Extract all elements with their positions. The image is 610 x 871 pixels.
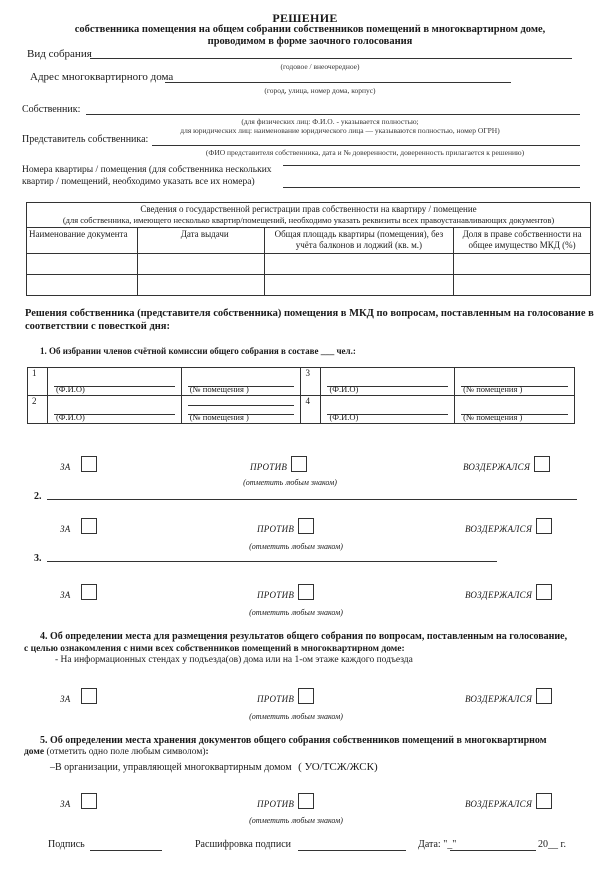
- q1-vote-abstain: ВОЗДЕРЖАЛСЯ: [463, 456, 550, 475]
- table-cell[interactable]: [27, 254, 138, 275]
- question-4-line-1: 4. Об определении места для размещения результатов общего собрания по вопросам, поставленным на голосование,: [40, 631, 568, 642]
- question-1-text: 1. Об избрании членов счётной комиссии общего собрания в составе ___ чел.:: [40, 346, 356, 356]
- table-cell[interactable]: [137, 275, 264, 296]
- q5-vote-abstain: ВОЗДЕРЖАЛСЯ: [465, 793, 552, 812]
- q1-vote-note: (отметить любым знаком): [243, 478, 337, 487]
- address-input[interactable]: [165, 82, 511, 83]
- signature-transcript-label: Расшифровка подписи: [195, 839, 291, 850]
- q2-against-checkbox[interactable]: [298, 518, 314, 534]
- member-name-cell[interactable]: (Ф.И.О): [47, 368, 181, 396]
- q2-abstain-checkbox[interactable]: [536, 518, 552, 534]
- signature-label: Подпись: [48, 839, 85, 850]
- commission-table: [27, 367, 575, 424]
- owner-label: Собственник:: [22, 104, 81, 115]
- registration-table: [26, 202, 591, 296]
- apartment-numbers-label: [22, 164, 272, 188]
- q5-vote-for: ЗА: [60, 793, 97, 812]
- question-5-line-2: доме (отметить одно поле любым символом):: [24, 747, 209, 757]
- q1-for-checkbox[interactable]: [81, 456, 97, 472]
- column-header-issue-date: Дата выдачи: [137, 228, 264, 254]
- registration-table-caption: Сведения о государственной регистрации прав собственности на квартиру / помещение (для собственника, имеющего несколько квартир/помещений, необходимо указать реквизиты всех правоустанавливающих документов): [27, 203, 591, 228]
- q3-vote-note: (отметить любым знаком): [249, 608, 343, 617]
- member-name-cell[interactable]: (Ф.И.О): [321, 368, 455, 396]
- question-3-input[interactable]: [47, 561, 497, 562]
- member-number: 1: [28, 368, 48, 396]
- date-input[interactable]: [450, 850, 536, 851]
- member-number: 3: [301, 368, 321, 396]
- owner-hint-line-2: для юридических лиц: наименование юридического лица — указываются полностью, номер ОГРН): [180, 126, 500, 135]
- q5-vote-note: (отметить любым знаком): [249, 816, 343, 825]
- column-header-document-name: Наименование документа: [27, 228, 138, 254]
- q3-against-checkbox[interactable]: [298, 584, 314, 600]
- q5-vote-against: ПРОТИВ: [257, 793, 314, 812]
- apartment-numbers-input-1[interactable]: [283, 165, 580, 166]
- table-cell[interactable]: [454, 275, 591, 296]
- question-3-number: 3.: [34, 553, 42, 564]
- signature-transcript-input[interactable]: [298, 850, 406, 851]
- q2-vote-note: (отметить любым знаком): [249, 542, 343, 551]
- q3-vote-abstain: ВОЗДЕРЖАЛСЯ: [465, 584, 552, 603]
- column-header-share: Доля в праве собственности на общее имущество МКД (%): [454, 228, 591, 254]
- table-row: [27, 254, 591, 275]
- signature-input[interactable]: [90, 850, 162, 851]
- table-row: [27, 275, 591, 296]
- q5-for-checkbox[interactable]: [81, 793, 97, 809]
- year-label: 20__ г.: [538, 839, 566, 850]
- q3-abstain-checkbox[interactable]: [536, 584, 552, 600]
- member-name-cell[interactable]: (Ф.И.О): [321, 396, 455, 424]
- q1-against-checkbox[interactable]: [291, 456, 307, 472]
- table-cell[interactable]: [454, 254, 591, 275]
- owner-input[interactable]: [86, 114, 580, 115]
- question-5-line-1: 5. Об определении места хранения документов общего собрания собственников помещений в многоквартирном: [40, 735, 547, 746]
- member-number: 2: [28, 396, 48, 424]
- q3-for-checkbox[interactable]: [81, 584, 97, 600]
- member-room-cell[interactable]: (№ помещения ): [181, 396, 301, 424]
- q1-vote-against: ПРОТИВ: [250, 456, 307, 475]
- address-label: Адрес многоквартирного дома: [30, 71, 174, 83]
- representative-input[interactable]: [152, 145, 580, 146]
- member-room-cell[interactable]: (№ помещения ): [455, 368, 575, 396]
- question-5-option: –В организации, управляющей многоквартирным домом ( УО/ТСЖ/ЖСК): [50, 761, 378, 773]
- apartment-numbers-label-line-2: квартир / помещений, необходимо указать все их номера): [22, 177, 255, 187]
- table-cell[interactable]: [27, 275, 138, 296]
- q5-abstain-checkbox[interactable]: [536, 793, 552, 809]
- subtitle-line-1: собственника помещения на общем собрании собственников помещений в многоквартирном доме,: [74, 24, 546, 35]
- q4-vote-for: ЗА: [60, 688, 97, 707]
- apartment-numbers-input-2[interactable]: [283, 187, 580, 188]
- table-cell[interactable]: [137, 254, 264, 275]
- q4-for-checkbox[interactable]: [81, 688, 97, 704]
- q1-abstain-checkbox[interactable]: [534, 456, 550, 472]
- apartment-numbers-label-line-1: Номера квартиры / помещения (для собственника нескольких: [22, 165, 272, 175]
- representative-hint: (ФИО представителя собственника, дата и № доверенности, доверенность прилагается к решению): [205, 148, 525, 157]
- question-4-line-2: с целью ознакомления с ними всех собственников помещений в многоквартирном доме:: [24, 644, 405, 654]
- document-subtitle: [60, 24, 560, 48]
- question-2-input[interactable]: [47, 499, 577, 500]
- table-cell[interactable]: [264, 254, 454, 275]
- q2-vote-abstain: ВОЗДЕРЖАЛСЯ: [465, 518, 552, 537]
- meeting-type-hint: (годовое / внеочередное): [280, 62, 360, 71]
- q2-for-checkbox[interactable]: [81, 518, 97, 534]
- column-header-area: Общая площадь квартиры (помещения), без учёта балконов и лоджий (кв. м.): [264, 228, 454, 254]
- q3-vote-for: ЗА: [60, 584, 97, 603]
- q2-vote-for: ЗА: [60, 518, 97, 537]
- q2-vote-against: ПРОТИВ: [257, 518, 314, 537]
- member-room-cell[interactable]: (№ помещения ): [455, 396, 575, 424]
- table-cell[interactable]: [264, 275, 454, 296]
- owner-hint-line-1: (для физических лиц: Ф.И.О. - указывается полностью;: [241, 117, 419, 126]
- q4-vote-against: ПРОТИВ: [257, 688, 314, 707]
- meeting-type-input[interactable]: [90, 58, 572, 59]
- q4-vote-abstain: ВОЗДЕРЖАЛСЯ: [465, 688, 552, 707]
- q4-abstain-checkbox[interactable]: [536, 688, 552, 704]
- question-2-number: 2.: [34, 491, 42, 502]
- address-hint: (город, улица, номер дома, корпус): [264, 86, 376, 95]
- q1-vote-for: ЗА: [60, 456, 97, 475]
- representative-label: Представитель собственника:: [22, 134, 149, 145]
- member-name-cell[interactable]: (Ф.И.О): [47, 396, 181, 424]
- q4-against-checkbox[interactable]: [298, 688, 314, 704]
- question-4-option: - На информационных стендах у подъезда(ов) дома или на 1-ом этаже каждого подъезда: [55, 655, 413, 665]
- q4-vote-note: (отметить любым знаком): [249, 712, 343, 721]
- q5-against-checkbox[interactable]: [298, 793, 314, 809]
- decisions-intro: Решения собственника (представителя собственника) помещения в МКД по вопросам, поставленным на голосование в соответствии с повесткой дня:: [25, 308, 594, 332]
- date-label: Дата: "_": [418, 839, 457, 850]
- document-title: РЕШЕНИЕ: [272, 11, 338, 25]
- q3-vote-against: ПРОТИВ: [257, 584, 314, 603]
- member-number: 4: [301, 396, 321, 424]
- meeting-type-label: Вид собрания: [27, 48, 92, 60]
- member-room-cell[interactable]: (№ помещения ): [181, 368, 301, 396]
- subtitle-line-2: проводимом в форме заочного голосования: [207, 36, 413, 47]
